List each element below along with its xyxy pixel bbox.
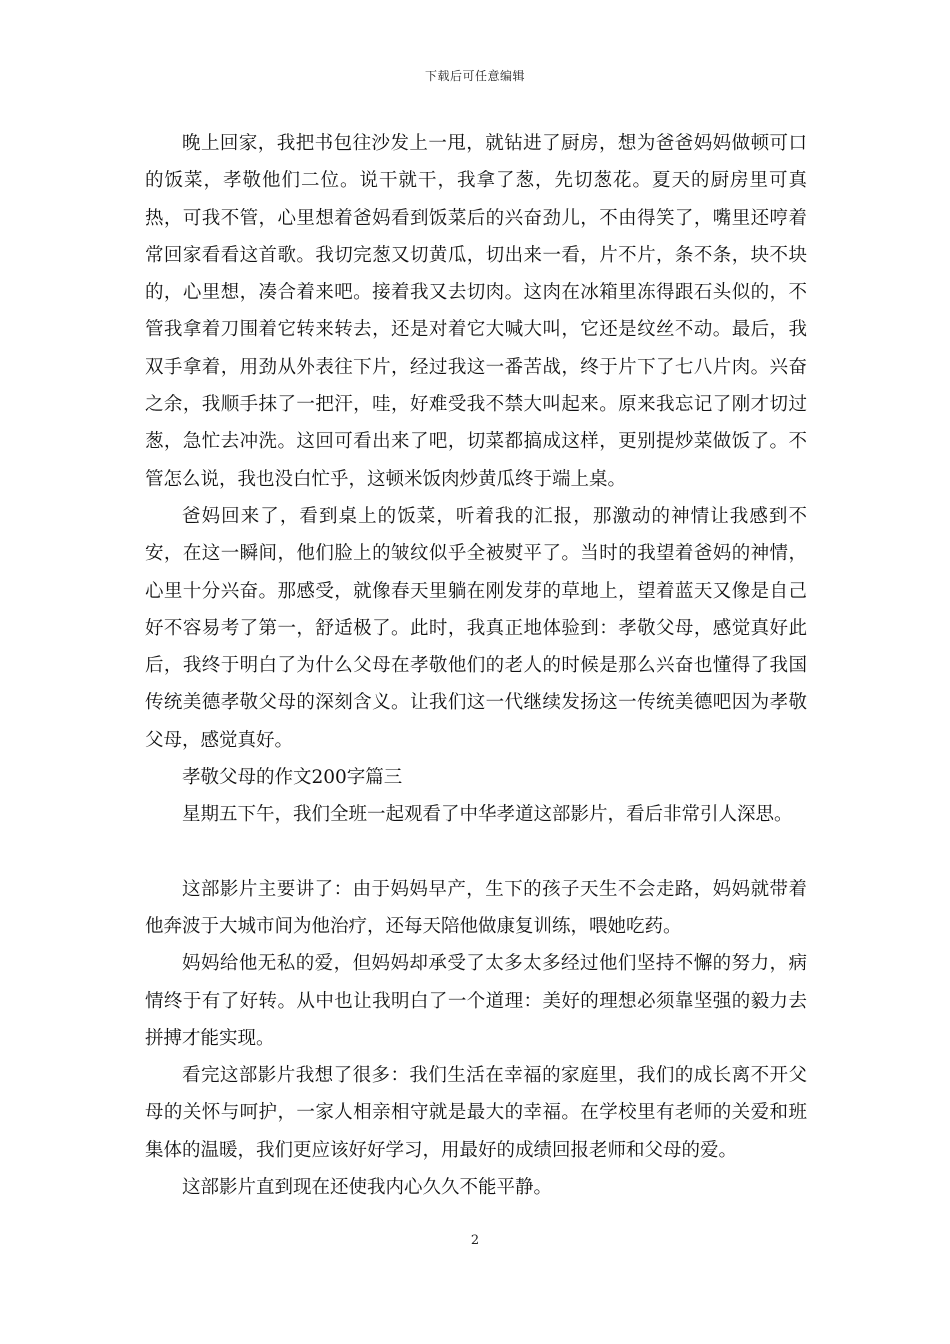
- paragraph: 这部影片直到现在还使我内心久久不能平静。: [182, 1177, 553, 1199]
- page-header: 下载后可任意编辑: [424, 69, 525, 83]
- section-heading: 孝敬父母的作文200字篇三: [182, 767, 403, 789]
- document-body: [145, 125, 807, 1206]
- paragraph: 妈妈给他无私的爱，但妈妈却承受了太多太多经过他们坚持不懈的努力，病情终于有了好转。从中也让我明白了一个道理：美好的理想必须靠坚强的毅力去拼搏才能实现。: [145, 953, 807, 1049]
- paragraph: 爸妈回来了，看到桌上的饭菜，听着我的汇报，那激动的神情让我感到不安，在这一瞬间，他们脸上的皱纹似乎全被熨平了。当时的我望着爸妈的神情，心里十分兴奋。那感受，就像春天里躺在刚发芽的草地上，望着蓝天又像是自己好不容易考了第一，舒适极了。此时，我真正地体验到：孝敬父母，感觉真好此后，我终于明白了为什么父母在孝敬他们的老人的时候是那么兴奋也懂得了我国传统美德孝敬父母的深刻含义。让我们这一代继续发扬这一传统美德吧因为孝敬父母，感觉真好。: [145, 505, 807, 751]
- paragraph: 星期五下午，我们全班一起观看了中华孝道这部影片，看后非常引人深思。: [182, 804, 793, 826]
- paragraph: 这部影片主要讲了：由于妈妈早产，生下的孩子天生不会走路，妈妈就带着他奔波于大城市间为他治疗，还每天陪他做康复训练，喂她吃药。: [145, 878, 807, 937]
- paragraph: 看完这部影片我想了很多：我们生活在幸福的家庭里，我们的成长离不开父母的关怀与呵护，一家人相亲相守就是最大的幸福。在学校里有老师的关爱和班集体的温暖，我们更应该好好学习，用最好的成绩回报老师和父母的爱。: [145, 1065, 807, 1161]
- paragraph: 晚上回家，我把书包往沙发上一甩，就钻进了厨房，想为爸爸妈妈做顿可口的饭菜，孝敬他们二位。说干就干，我拿了葱，先切葱花。夏天的厨房里可真热，可我不管，心里想着爸妈看到饭菜后的兴奋劲儿，不由得笑了，嘴里还哼着常回家看看这首歌。我切完葱又切黄瓜，切出来一看，片不片，条不条，块不块的，心里想，凑合着来吧。接着我又去切肉。这肉在冰箱里冻得跟石头似的，不管我拿着刀围着它转来转去，还是对着它大喊大叫，它还是纹丝不动。最后，我双手拿着，用劲从外表往下片，经过我这一番苦战，终于片下了七八片肉。兴奋之余，我顺手抹了一把汗，哇，好难受我不禁大叫起来。原来我忘记了刚才切过葱，急忙去冲洗。这回可看出来了吧，切菜都搞成这样，更别提炒菜做饭了。不管怎么说，我也没白忙乎，这顿米饭肉炒黄瓜终于端上桌。: [145, 133, 807, 490]
- page-number: 2: [470, 1233, 480, 1248]
